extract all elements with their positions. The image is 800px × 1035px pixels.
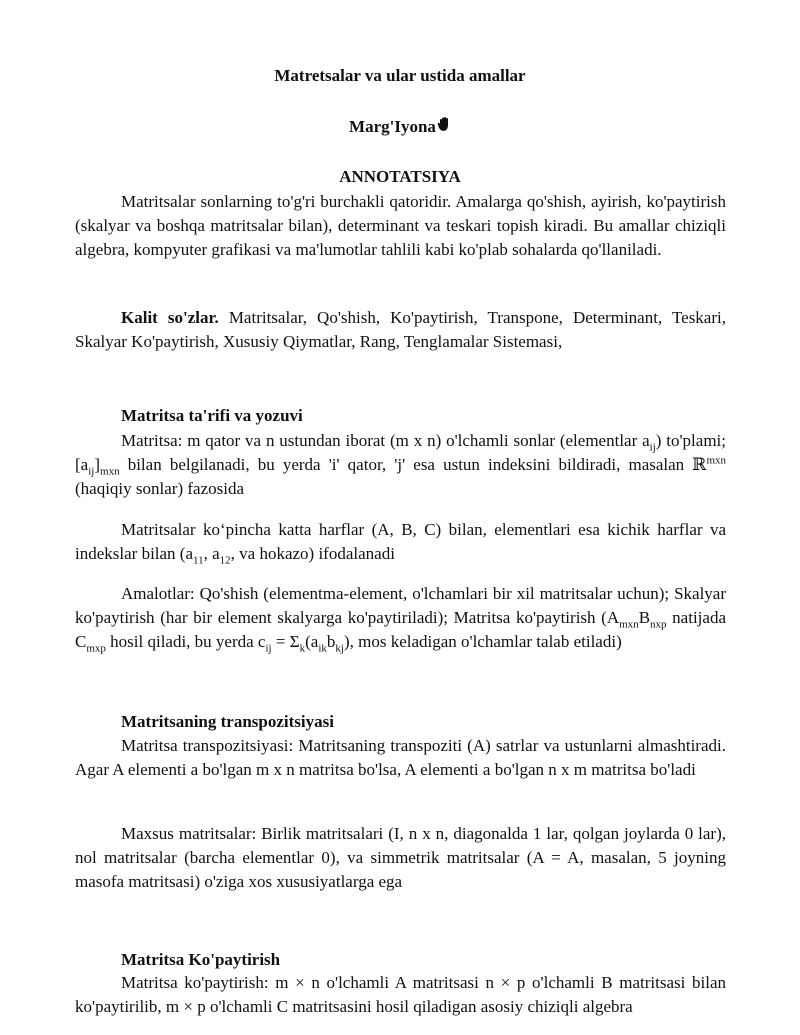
author-name: Marg'Iyona xyxy=(349,117,436,136)
document-title: Matretsalar va ular ustida amallar xyxy=(274,66,526,85)
operations-paragraph: Amalotlar: Qo'shish (elementma-element, o'lchamlari bir xil matritsalar uchun); Skalyar ko'paytirish (har bir element skalyarga ko'paytiriladi); Matritsa ko'paytirish ($A_{mxn}B_{nxp}$ natijada $C_{mxp}$ hosil qiladi, bu yerda $c_{ij} = \Sigma_k(a_{ik}b_{kj})$, mos keladigan o'lchamlar talab etiladi) xyxy=(75,584,726,655)
keywords-text: Matritsalar, Qo'shish, Ko'paytirish, Transpone, Determinant, Teskari, Skalyar Ko'paytirish, Xususiy Qiymatlar, Rang, Tenglamalar Sistemasi, xyxy=(75,308,726,351)
section-heading-definition: Matritsa ta'rifi va yozuvi xyxy=(121,406,303,425)
section-heading-transpose: Matritsaning transpozitsiyasi xyxy=(121,712,334,731)
raised-hand-icon xyxy=(437,116,451,137)
author-line xyxy=(0,116,800,137)
annotation-paragraph: Matritsalar sonlarning to'g'ri burchakli qatoridir. Amalarga qo'shish, ayirish, ko'paytirish (skalyar va boshqa matritsalar bilan), determinant va teskari topish kiradi. Bu amallar chiziqli algebra, kompyuter grafikasi va ma'lumotlar tahlili kabi ko'plab sohalarda qo'llaniladi. xyxy=(75,192,726,259)
annotation-heading: ANNOTATSIYA xyxy=(339,167,461,186)
notation-paragraph: Matritsalar ko‘pincha katta harflar (A, B, C) bilan, elementlari esa kichik harflar va indekslar bilan ($a_{11}$, $a_{12}$, va hokazo) ifodalanadi xyxy=(75,520,726,567)
definition-paragraph: Matritsa: m qator va n ustundan iborat (m x n) o'lchamli sonlar (elementlar $a_{ij}$) to'plami; $[a_{ij}]_{mxn}$ bilan belgilanadi, bu yerda 'i' qator, 'j' esa ustun indeksini bildiradi, masalan ℝ$^{mxn}$ (haqiqiy sonlar) fazosida xyxy=(75,431,726,498)
special-matrices-paragraph: Maxsus matritsalar: Birlik matritsalari (I, n x n, diagonalda 1 lar, qolgan joylarda 0 lar), nol matritsalar (barcha elementlar 0), va simmetrik matritsalar (A = A, masalan, 5 joyning masofa matritsasi) o'ziga xos xususiyatlarga ega xyxy=(75,824,726,891)
transpose-paragraph: Matritsa transpozitsiyasi: Matritsaning transpoziti (A) satrlar va ustunlarni almashtiradi. Agar A elementi a bo'lgan m x n matritsa bo'lsa, A elementi a bo'lgan n x m matritsa bo'ladi xyxy=(75,736,726,779)
keywords-paragraph xyxy=(75,306,726,354)
keywords-label: Kalit so'zlar. xyxy=(121,308,219,327)
multiplication-paragraph: Matritsa ko'paytirish: m × n o'lchamli A matritsasi n × p o'lchamli B matritsasi bilan ko'paytirilib, m × p o'lchamli C matritsasini hosil qiladigan asosiy chiziqli algebra xyxy=(75,973,726,1016)
section-heading-multiplication: Matritsa Ko'paytirish xyxy=(121,950,281,969)
